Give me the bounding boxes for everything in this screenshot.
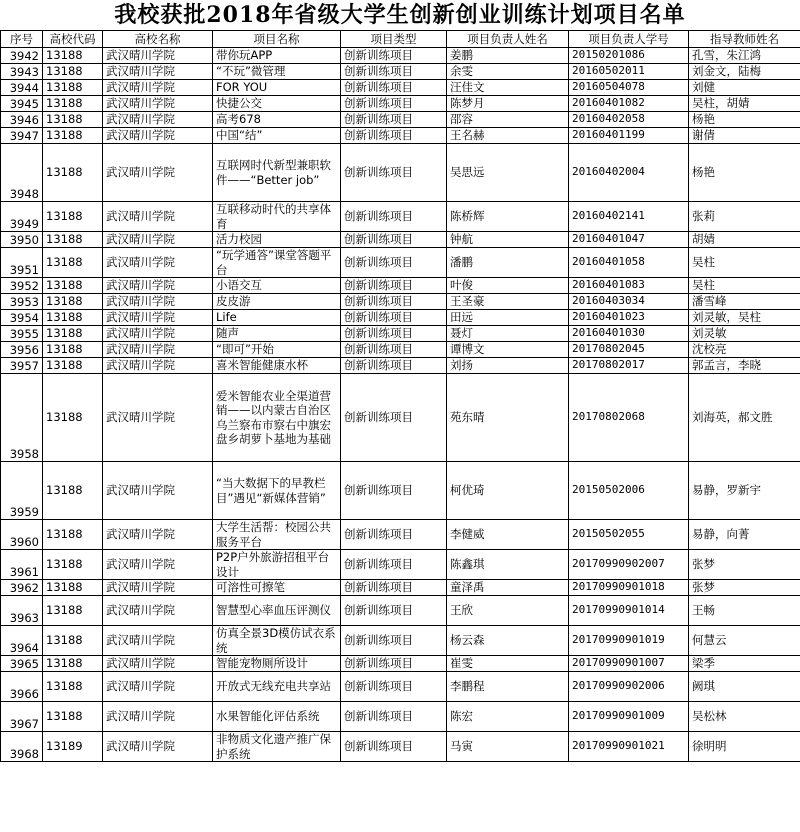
table-row [1, 96, 800, 112]
school-code: 13188 [43, 702, 103, 732]
leader-name: 叶俊 [447, 278, 569, 294]
project-type: 创新训练项目 [341, 520, 447, 550]
student-id: 20170990901007 [569, 656, 689, 672]
advisor-name: 吴松林 [689, 702, 800, 732]
project-name: 可溶性可擦笔 [213, 580, 341, 596]
table-row [1, 144, 800, 202]
school-name: 武汉晴川学院 [103, 294, 213, 310]
leader-name: 李鹏程 [447, 672, 569, 702]
school-name: 武汉晴川学院 [103, 358, 213, 374]
school-code: 13188 [43, 310, 103, 326]
school-name: 武汉晴川学院 [103, 144, 213, 202]
school-code: 13188 [43, 326, 103, 342]
student-id: 20160401199 [569, 128, 689, 144]
school-code: 13188 [43, 96, 103, 112]
project-type: 创新训练项目 [341, 128, 447, 144]
project-table [0, 30, 800, 762]
advisor-name: 吴柱，胡婧 [689, 96, 800, 112]
school-code: 13188 [43, 112, 103, 128]
row-number: 3965 [1, 656, 43, 672]
table-row [1, 294, 800, 310]
project-type: 创新训练项目 [341, 656, 447, 672]
table-row [1, 550, 800, 580]
school-name: 武汉晴川学院 [103, 128, 213, 144]
table-row [1, 520, 800, 550]
table-row [1, 64, 800, 80]
school-code: 13188 [43, 626, 103, 656]
school-name: 武汉晴川学院 [103, 278, 213, 294]
project-name: 非物质文化遗产推广保护系统 [213, 732, 341, 762]
advisor-name: 潘雪峰 [689, 294, 800, 310]
row-number: 3967 [1, 702, 43, 732]
table-row [1, 48, 800, 64]
student-id: 20170990901014 [569, 596, 689, 626]
table-row [1, 596, 800, 626]
student-id: 20160401030 [569, 326, 689, 342]
row-number: 3957 [1, 358, 43, 374]
advisor-name: 刘海英，郝文胜 [689, 374, 800, 462]
school-name: 武汉晴川学院 [103, 462, 213, 520]
project-name: “玩学通答”课堂答题平台 [213, 248, 341, 278]
row-number: 3955 [1, 326, 43, 342]
leader-name: 姜鹏 [447, 48, 569, 64]
school-name: 武汉晴川学院 [103, 672, 213, 702]
project-name: 高考678 [213, 112, 341, 128]
student-id: 20160401023 [569, 310, 689, 326]
row-number: 3944 [1, 80, 43, 96]
page-title: 我校获批2018年省级大学生创新创业训练计划项目名单 [114, 2, 686, 28]
leader-name: 李健威 [447, 520, 569, 550]
leader-name: 王名赫 [447, 128, 569, 144]
row-number: 3966 [1, 672, 43, 702]
school-name: 武汉晴川学院 [103, 626, 213, 656]
header-code: 高校代码 [43, 31, 103, 48]
row-number: 3964 [1, 626, 43, 656]
project-type: 创新训练项目 [341, 112, 447, 128]
advisor-name: 何慧云 [689, 626, 800, 656]
leader-name: 潘鹏 [447, 248, 569, 278]
row-number: 3960 [1, 520, 43, 550]
school-name: 武汉晴川学院 [103, 48, 213, 64]
table-row [1, 248, 800, 278]
table-row [1, 672, 800, 702]
school-code: 13188 [43, 342, 103, 358]
project-type: 创新训练项目 [341, 732, 447, 762]
school-code: 13189 [43, 732, 103, 762]
school-name: 武汉晴川学院 [103, 596, 213, 626]
project-name: 爱米智能农业全渠道营销——以内蒙古自治区乌兰察布市察右中旗宏盘乡胡萝卜基地为基础 [213, 374, 341, 462]
project-name: 互联网时代新型兼职软件——“Better job” [213, 144, 341, 202]
student-id: 20170802017 [569, 358, 689, 374]
row-number: 3949 [1, 202, 43, 232]
school-code: 13188 [43, 596, 103, 626]
project-type: 创新训练项目 [341, 462, 447, 520]
table-row [1, 112, 800, 128]
header-project-type: 项目类型 [341, 31, 447, 48]
advisor-name: 谢倩 [689, 128, 800, 144]
advisor-name: 徐明明 [689, 732, 800, 762]
header-row [1, 31, 800, 48]
table-row [1, 202, 800, 232]
project-name: 带你玩APP [213, 48, 341, 64]
row-number: 3943 [1, 64, 43, 80]
student-id: 20160403034 [569, 294, 689, 310]
advisor-name: 吴柱 [689, 248, 800, 278]
student-id: 20170802045 [569, 342, 689, 358]
header-advisor: 指导教师姓名 [689, 31, 800, 48]
project-type: 创新训练项目 [341, 202, 447, 232]
leader-name: 谭博文 [447, 342, 569, 358]
leader-name: 童泽禹 [447, 580, 569, 596]
leader-name: 钟航 [447, 232, 569, 248]
school-name: 武汉晴川学院 [103, 80, 213, 96]
school-code: 13188 [43, 550, 103, 580]
student-id: 20170990902007 [569, 550, 689, 580]
advisor-name: 易静，罗新宇 [689, 462, 800, 520]
school-code: 13188 [43, 202, 103, 232]
school-code: 13188 [43, 278, 103, 294]
project-name: P2P户外旅游招租平台设计 [213, 550, 341, 580]
project-type: 创新训练项目 [341, 310, 447, 326]
school-code: 13188 [43, 580, 103, 596]
leader-name: 崔雯 [447, 656, 569, 672]
project-name: 水果智能化评估系统 [213, 702, 341, 732]
student-id: 20160402141 [569, 202, 689, 232]
student-id: 20170990901019 [569, 626, 689, 656]
student-id: 20170802068 [569, 374, 689, 462]
project-name: 快捷公交 [213, 96, 341, 112]
row-number: 3952 [1, 278, 43, 294]
header-project-name: 项目名称 [213, 31, 341, 48]
row-number: 3963 [1, 596, 43, 626]
advisor-name: 刘灵敏 [689, 326, 800, 342]
leader-name: 陈鑫琪 [447, 550, 569, 580]
leader-name: 陈宏 [447, 702, 569, 732]
advisor-name: 张梦 [689, 550, 800, 580]
project-type: 创新训练项目 [341, 326, 447, 342]
project-name: 智慧型心率血压评测仪 [213, 596, 341, 626]
header-school: 高校名称 [103, 31, 213, 48]
school-name: 武汉晴川学院 [103, 248, 213, 278]
header-no: 序号 [1, 31, 43, 48]
advisor-name: 胡婧 [689, 232, 800, 248]
project-type: 创新训练项目 [341, 294, 447, 310]
leader-name: 刘扬 [447, 358, 569, 374]
leader-name: 王圣豪 [447, 294, 569, 310]
advisor-name: 杨艳 [689, 112, 800, 128]
student-id: 20160401082 [569, 96, 689, 112]
row-number: 3948 [1, 144, 43, 202]
project-type: 创新训练项目 [341, 596, 447, 626]
row-number: 3959 [1, 462, 43, 520]
table-row [1, 232, 800, 248]
leader-name: 田远 [447, 310, 569, 326]
row-number: 3942 [1, 48, 43, 64]
advisor-name: 孔雪，朱江鸿 [689, 48, 800, 64]
project-type: 创新训练项目 [341, 580, 447, 596]
school-code: 13188 [43, 144, 103, 202]
advisor-name: 杨艳 [689, 144, 800, 202]
project-name: 皮皮游 [213, 294, 341, 310]
school-name: 武汉晴川学院 [103, 64, 213, 80]
school-code: 13188 [43, 48, 103, 64]
project-type: 创新训练项目 [341, 358, 447, 374]
project-type: 创新训练项目 [341, 232, 447, 248]
table-row [1, 326, 800, 342]
advisor-name: 郭孟言，李晓 [689, 358, 800, 374]
table-row [1, 342, 800, 358]
row-number: 3961 [1, 550, 43, 580]
student-id: 20150201086 [569, 48, 689, 64]
school-name: 武汉晴川学院 [103, 702, 213, 732]
advisor-name: 王畅 [689, 596, 800, 626]
school-code: 13188 [43, 520, 103, 550]
advisor-name: 刘金文，陆梅 [689, 64, 800, 80]
leader-name: 邵容 [447, 112, 569, 128]
header-student-id: 项目负责人学号 [569, 31, 689, 48]
project-name: 仿真全景3D模仿试衣系统 [213, 626, 341, 656]
row-number: 3950 [1, 232, 43, 248]
header-leader: 项目负责人姓名 [447, 31, 569, 48]
school-name: 武汉晴川学院 [103, 732, 213, 762]
school-code: 13188 [43, 358, 103, 374]
leader-name: 杨云森 [447, 626, 569, 656]
project-type: 创新训练项目 [341, 626, 447, 656]
table-row [1, 358, 800, 374]
project-name: 喜米智能健康水杯 [213, 358, 341, 374]
project-type: 创新训练项目 [341, 550, 447, 580]
project-name: 互联移动时代的共享体育 [213, 202, 341, 232]
project-type: 创新训练项目 [341, 64, 447, 80]
project-type: 创新训练项目 [341, 342, 447, 358]
student-id: 20150502055 [569, 520, 689, 550]
row-number: 3968 [1, 732, 43, 762]
project-name: 大学生活帮：校园公共服务平台 [213, 520, 341, 550]
student-id: 20160402058 [569, 112, 689, 128]
project-name: 开放式无线充电共享站 [213, 672, 341, 702]
school-name: 武汉晴川学院 [103, 310, 213, 326]
project-name: “即可”开始 [213, 342, 341, 358]
advisor-name: 吴柱 [689, 278, 800, 294]
table-row [1, 310, 800, 326]
school-name: 武汉晴川学院 [103, 550, 213, 580]
school-code: 13188 [43, 248, 103, 278]
student-id: 20160401083 [569, 278, 689, 294]
project-type: 创新训练项目 [341, 672, 447, 702]
leader-name: 吴思远 [447, 144, 569, 202]
row-number: 3954 [1, 310, 43, 326]
row-number: 3953 [1, 294, 43, 310]
school-name: 武汉晴川学院 [103, 326, 213, 342]
project-type: 创新训练项目 [341, 248, 447, 278]
project-name: “当大数据下的早教栏目”遇见“新媒体营销” [213, 462, 341, 520]
project-name: 活力校园 [213, 232, 341, 248]
leader-name: 柯优琦 [447, 462, 569, 520]
school-code: 13188 [43, 128, 103, 144]
project-name: 随声 [213, 326, 341, 342]
project-name: 中国“结” [213, 128, 341, 144]
project-type: 创新训练项目 [341, 48, 447, 64]
table-row [1, 374, 800, 462]
school-name: 武汉晴川学院 [103, 520, 213, 550]
project-name: Life [213, 310, 341, 326]
table-row [1, 80, 800, 96]
school-code: 13188 [43, 294, 103, 310]
advisor-name: 沈校亮 [689, 342, 800, 358]
student-id: 20170990901018 [569, 580, 689, 596]
advisor-name: 张莉 [689, 202, 800, 232]
project-type: 创新训练项目 [341, 96, 447, 112]
advisor-name: 刘灵敏，吴柱 [689, 310, 800, 326]
table-row [1, 580, 800, 596]
project-name: “不玩”微管理 [213, 64, 341, 80]
student-id: 20160502011 [569, 64, 689, 80]
school-name: 武汉晴川学院 [103, 96, 213, 112]
student-id: 20160504078 [569, 80, 689, 96]
table-row [1, 656, 800, 672]
project-type: 创新训练项目 [341, 374, 447, 462]
row-number: 3951 [1, 248, 43, 278]
project-type: 创新训练项目 [341, 80, 447, 96]
project-name: 小语交互 [213, 278, 341, 294]
project-type: 创新训练项目 [341, 702, 447, 732]
school-code: 13188 [43, 232, 103, 248]
school-code: 13188 [43, 80, 103, 96]
school-name: 武汉晴川学院 [103, 342, 213, 358]
table-row [1, 626, 800, 656]
school-name: 武汉晴川学院 [103, 580, 213, 596]
row-number: 3945 [1, 96, 43, 112]
student-id: 20170990901009 [569, 702, 689, 732]
table-row [1, 278, 800, 294]
school-name: 武汉晴川学院 [103, 112, 213, 128]
leader-name: 陈桥辉 [447, 202, 569, 232]
leader-name: 苑东晴 [447, 374, 569, 462]
advisor-name: 张梦 [689, 580, 800, 596]
table-row [1, 462, 800, 520]
student-id: 20170990901021 [569, 732, 689, 762]
leader-name: 余雯 [447, 64, 569, 80]
student-id: 20160402004 [569, 144, 689, 202]
school-code: 13188 [43, 462, 103, 520]
school-name: 武汉晴川学院 [103, 232, 213, 248]
school-code: 13188 [43, 656, 103, 672]
table-row [1, 732, 800, 762]
row-number: 3947 [1, 128, 43, 144]
school-name: 武汉晴川学院 [103, 374, 213, 462]
row-number: 3958 [1, 374, 43, 462]
project-type: 创新训练项目 [341, 278, 447, 294]
school-code: 13188 [43, 374, 103, 462]
advisor-name: 刘健 [689, 80, 800, 96]
project-name: FOR YOU [213, 80, 341, 96]
school-code: 13188 [43, 672, 103, 702]
table-row [1, 702, 800, 732]
project-type: 创新训练项目 [341, 144, 447, 202]
advisor-name: 梁季 [689, 656, 800, 672]
student-id: 20150502006 [569, 462, 689, 520]
school-name: 武汉晴川学院 [103, 656, 213, 672]
leader-name: 汪佳文 [447, 80, 569, 96]
leader-name: 王欣 [447, 596, 569, 626]
row-number: 3946 [1, 112, 43, 128]
row-number: 3962 [1, 580, 43, 596]
student-id: 20170990902006 [569, 672, 689, 702]
student-id: 20160401058 [569, 248, 689, 278]
row-number: 3956 [1, 342, 43, 358]
leader-name: 马寅 [447, 732, 569, 762]
leader-name: 陈梦月 [447, 96, 569, 112]
advisor-name: 易静，向菁 [689, 520, 800, 550]
school-code: 13188 [43, 64, 103, 80]
project-name: 智能宠物厕所设计 [213, 656, 341, 672]
leader-name: 聂灯 [447, 326, 569, 342]
table-row [1, 128, 800, 144]
advisor-name: 阙琪 [689, 672, 800, 702]
school-name: 武汉晴川学院 [103, 202, 213, 232]
student-id: 20160401047 [569, 232, 689, 248]
